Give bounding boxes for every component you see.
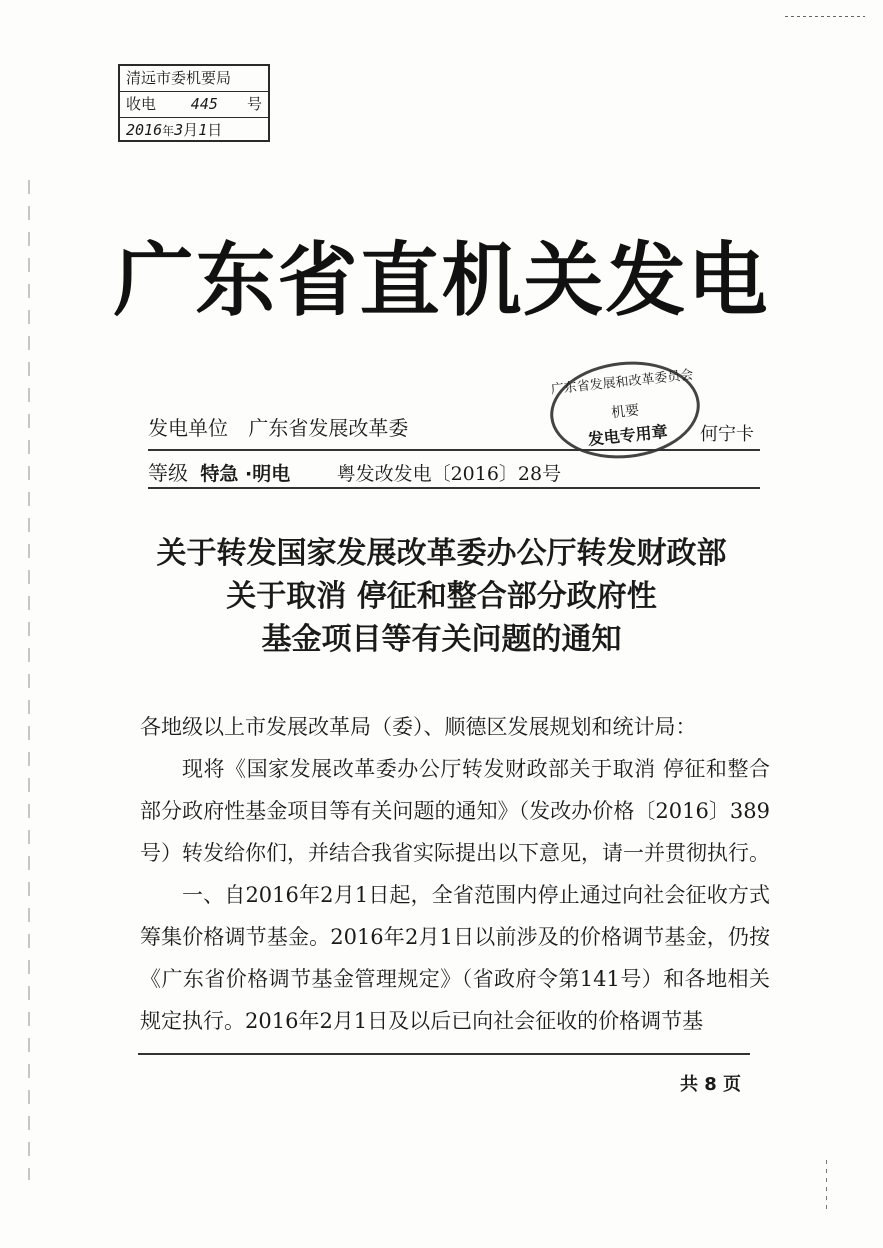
document-headline: 广东省直机关发电 (113, 233, 770, 327)
receipt-date-day: 1 (198, 121, 208, 139)
title-line-2: 关于取消 停征和整合部分政府性 (226, 579, 657, 614)
receipt-date-month-char: 月 (183, 121, 199, 139)
receipt-date-year-char: 年 (162, 124, 175, 138)
receipt-org-text: 清远市委机要局 (126, 69, 232, 87)
receipt-number-value: 445 (190, 95, 218, 113)
sender-value: 广东省发展改革委 (248, 416, 409, 440)
document-body (140, 706, 770, 1042)
signer: 何宁卡 (700, 424, 754, 445)
receipt-org (120, 66, 268, 92)
page-count: 共 8 页 (680, 1074, 742, 1095)
title-line-1: 关于转发国家发展改革委办公厅转发财政部 (156, 536, 727, 571)
seal-arc-text: 广东省发展和改革委员会 (550, 367, 695, 398)
receipt-date-month: 3 (174, 121, 184, 139)
grade-line (148, 457, 561, 486)
receipt-number-label: 收电 (126, 95, 157, 113)
header-rule-2 (148, 487, 760, 489)
receipt-stamp (118, 64, 270, 142)
scan-artifact-top (785, 16, 865, 17)
grade-value: 特急 ·明电 (200, 463, 291, 485)
footer-rule (138, 1053, 750, 1055)
header-rule-1 (148, 449, 760, 451)
seal-mid-text: 机要 (610, 402, 640, 422)
scan-artifact-left-edge (28, 180, 30, 1180)
receipt-date-year: 2016 (126, 121, 163, 139)
receipt-number-row (120, 92, 268, 118)
seal-bottom-text: 发电专用章 (586, 421, 669, 449)
sender-label: 发电单位 (148, 416, 228, 440)
document-title (0, 532, 883, 661)
grade-label: 等级 (148, 461, 188, 485)
receipt-number-suffix: 号 (246, 95, 262, 113)
receipt-date-row (120, 118, 268, 143)
body-paragraph-1: 现将《国家发展改革委办公厅转发财政部关于取消 停征和整合部分政府性基金项目等有关问题的通知》（发改办价格〔2016〕389号）转发给你们，并结合我省实际提出以下意见，请一并贯彻执行。 (140, 757, 770, 865)
body-paragraph-2: 一、自2016年2月1日起，全省范围内停止通过向社会征收方式筹集价格调节基金。2016年2月1日以前涉及的价格调节基金，仍按《广东省价格调节基金管理规定》（省政府令第141号）和各地相关规定执行。2016年2月1日及以后已向社会征收的价格调节基 (140, 883, 770, 1033)
sender-line (148, 412, 408, 441)
document-number: 粤发改发电〔2016〕28号 (336, 463, 562, 485)
salutation: 各地级以上市发展改革局（委）、顺德区发展规划和统计局： (140, 715, 697, 739)
scan-artifact-right (826, 1160, 827, 1210)
title-line-3: 基金项目等有关问题的通知 (261, 622, 622, 657)
receipt-date-day-char: 日 (207, 121, 223, 139)
